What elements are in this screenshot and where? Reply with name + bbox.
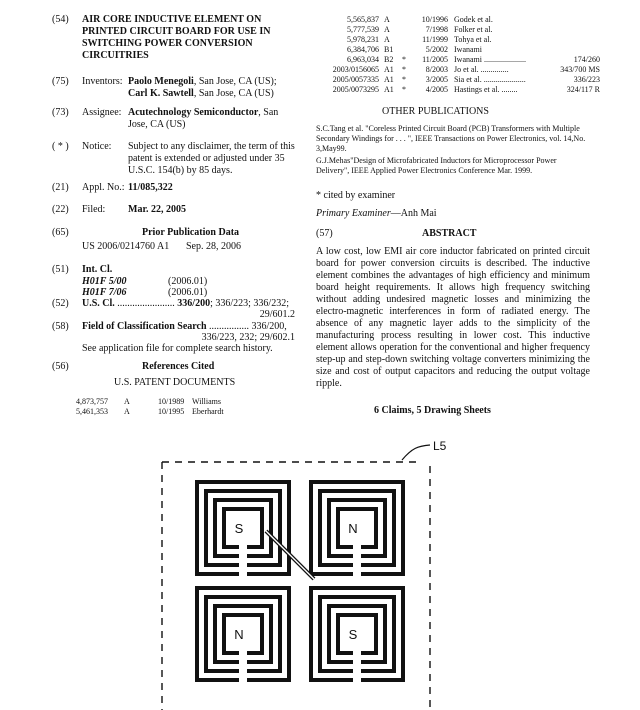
primary-examiner-name: —Anh Mai (390, 208, 437, 219)
table-row (323, 25, 600, 35)
abstract-heading: ABSTRACT (422, 228, 477, 239)
field-code-58: (58) (52, 321, 69, 332)
ref-date: 10/1989 (158, 397, 185, 406)
table-row (323, 45, 600, 55)
ref-name: Iwanami (454, 45, 482, 54)
ref-star (402, 15, 412, 25)
ref-star (402, 25, 412, 35)
cited-by-examiner: * cited by examiner (316, 190, 396, 201)
field-code-65: (65) (52, 227, 69, 238)
primary-examiner (316, 208, 437, 220)
ref-date: 7/1998 (425, 25, 448, 34)
ref-kind: A (384, 25, 390, 34)
field-code-73: (73) (52, 107, 69, 118)
field-search-label: Field of Classification Search (82, 321, 207, 332)
coil-quadrant (197, 482, 289, 577)
inventor-1-name: Paolo Menegoli (128, 76, 194, 87)
primary-examiner-label: Primary Examiner (316, 208, 391, 219)
patent-title: AIR CORE INDUCTIVE ELEMENT ON PRINTED CIRCUIT BOARD FOR USE IN SWITCHING POWER CONVERSION CIRCUITRIES (82, 14, 271, 61)
int-cl-version-1: (2006.01) (168, 276, 208, 287)
coil-gap (239, 544, 247, 577)
inventor-1-location: , San Jose, CA (US); (193, 76, 277, 87)
magnetic-pole-label: S (348, 627, 358, 642)
field-search-l1: 336/200, (251, 321, 287, 332)
ref-class (558, 25, 600, 35)
table-row (76, 397, 224, 407)
appl-number: 11/085,322 (128, 182, 173, 193)
ref-name: Sia et al. ..................... (454, 75, 526, 84)
coil-quadrant (311, 482, 403, 577)
ref-class: 336/223 (573, 75, 600, 84)
int-cl-class-2: H01F 7/06 (82, 287, 127, 298)
us-cl-line2: 29/601.2 (259, 309, 295, 320)
field-code-57: (57) (316, 228, 333, 239)
ref-number: 2005/0057335 (332, 75, 379, 84)
us-cl-rest: ; 336/223; 336/232; (210, 298, 289, 309)
magnetic-pole-label: N (234, 627, 244, 642)
ref-name: Jo et al. .............. (454, 65, 509, 74)
coil-quadrant (311, 588, 403, 683)
coil-gap (353, 650, 361, 683)
ref-kind: A1 (384, 75, 394, 84)
int-cl-label: Int. Cl. (82, 264, 113, 275)
table-row (323, 85, 600, 95)
int-cl-class-1: H01F 5/00 (82, 276, 127, 287)
label-leader-line (402, 445, 430, 460)
us-cl-main: 336/200 (177, 298, 211, 309)
ref-star (402, 45, 412, 55)
other-publications-heading: OTHER PUBLICATIONS (382, 106, 489, 117)
ref-date: 11/2005 (422, 55, 448, 64)
inventors-value (128, 76, 303, 100)
int-cl-version-2: (2006.01) (168, 287, 208, 298)
inventor-2-location: , San Jose, CA (US) (193, 88, 274, 99)
field-code-52: (52) (52, 298, 69, 309)
coil-quadrant (197, 588, 289, 683)
prior-pub-heading: Prior Publication Data (142, 227, 240, 238)
inductor-figure (150, 430, 470, 710)
magnetic-pole-label: S (234, 521, 244, 536)
ref-kind: A1 (384, 85, 394, 94)
ref-date: 4/2005 (425, 85, 448, 94)
field-search-line3: See application file for complete search history. (82, 343, 273, 354)
appl-label: Appl. No.: (82, 182, 125, 193)
ref-date: 3/2005 (425, 75, 448, 84)
ref-number: 5,565,837 (347, 15, 379, 24)
ref-kind: B2 (384, 55, 394, 64)
ref-date: 8/2003 (425, 65, 448, 74)
table-row (323, 75, 600, 85)
ref-date: 5/2002 (425, 45, 448, 54)
coil-gap (353, 544, 361, 577)
left-references-table (76, 397, 224, 417)
ref-star: * (402, 85, 406, 94)
ref-class (558, 15, 600, 25)
field-code-notice: ( * ) (52, 141, 69, 152)
table-row (76, 407, 224, 417)
ref-name: Williams (192, 397, 222, 406)
notice-text: Subject to any disclaimer, the term of this patent is extended or adjusted under 35 U.S.C. 154(b) by 85 days. (128, 141, 295, 176)
references-heading: References Cited (142, 361, 215, 372)
ref-name: Folker et al. (454, 25, 493, 34)
field-code-22: (22) (52, 204, 69, 215)
notice-label: Notice: (82, 141, 112, 152)
ref-name: Hastings et al. ........ (454, 85, 518, 94)
field-code-56: (56) (52, 361, 69, 372)
field-search-dots: ................ (209, 321, 250, 332)
table-row (323, 15, 600, 25)
prior-pub-date: Sep. 28, 2006 (186, 241, 241, 252)
ref-kind: B1 (384, 45, 394, 54)
ref-star: * (402, 55, 406, 64)
table-row (323, 55, 600, 65)
ref-number: 5,777,539 (347, 25, 379, 34)
ref-date: 10/1995 (158, 407, 185, 416)
ref-class: 324/117 R (566, 85, 600, 94)
assignee-value (128, 107, 300, 131)
us-cl-dots: ....................... (117, 298, 175, 309)
ref-class: 174/260 (573, 55, 600, 64)
ref-number: 6,963,034 (347, 55, 379, 64)
table-row (323, 35, 600, 45)
ref-class (558, 35, 600, 45)
field-code-51: (51) (52, 264, 69, 275)
assignee-location: , San Jose, CA (US) (128, 107, 279, 130)
ref-number: 2003/0156065 (332, 65, 379, 74)
ref-kind: A1 (384, 65, 394, 74)
ref-kind: A (124, 397, 130, 406)
table-row (323, 65, 600, 75)
coil-array (197, 482, 403, 683)
claims-summary: 6 Claims, 5 Drawing Sheets (374, 405, 491, 416)
ref-name: Godek et al. (454, 15, 493, 24)
ref-number: 5,978,231 (347, 35, 379, 44)
ref-star: * (402, 75, 406, 84)
ref-name: Tohya et al. (454, 35, 492, 44)
other-publication-1: S.C.Tang et al. "Coreless Printed Circuit Board (PCB) Transformers with Multiple Secondary Windings for . . . ", IEEE Transactions on Power Electronics, vol. 14,No. 3,May99. (316, 124, 586, 153)
field-code-75: (75) (52, 76, 69, 87)
ref-kind: A (384, 35, 390, 44)
ref-kind: A (124, 407, 130, 416)
inventor-2-name: Carl K. Sawtell (128, 88, 194, 99)
ref-number: 6,384,706 (347, 45, 379, 54)
field-code-21: (21) (52, 182, 69, 193)
right-references-table (323, 15, 600, 95)
field-code-54: (54) (52, 14, 69, 25)
ref-star (402, 35, 412, 45)
ref-number: 4,873,757 (76, 397, 108, 406)
filed-date: Mar. 22, 2005 (128, 204, 186, 215)
assignee-name: Acutechnology Semiconductor (128, 107, 259, 118)
figure-label-l5: L5 (433, 439, 447, 453)
us-cl-label: U.S. Cl. (82, 298, 115, 309)
ref-star: * (402, 65, 406, 74)
other-publication-2: G.J.Mehas"Design of Microfabricated Inductors for Microprocessor Power Delivery", IEEE Applied Power Electronics Conference Mar. 1999. (316, 156, 557, 175)
ref-date: 11/1999 (422, 35, 448, 44)
ref-name: Iwanami ..................... (454, 55, 526, 64)
inventors-label: Inventors: (82, 76, 123, 87)
field-search-line2: 336/223, 232; 29/602.1 (201, 332, 295, 343)
filed-label: Filed: (82, 204, 106, 215)
ref-date: 10/1996 (421, 15, 448, 24)
prior-pub-number: US 2006/0214760 A1 (82, 241, 170, 252)
magnetic-pole-label: N (348, 521, 358, 536)
ref-number: 5,461,353 (76, 407, 108, 416)
ref-class (558, 45, 600, 55)
assignee-label: Assignee: (82, 107, 122, 118)
ref-name: Eberhardt (192, 407, 224, 416)
ref-number: 2005/0073295 (332, 85, 379, 94)
ref-kind: A (384, 15, 390, 24)
coil-gap (239, 650, 247, 683)
abstract-text: A low cost, low EMI air core inductor fabricated on printed circuit board for power conversion circuits is described. The inductive element combines the advantages of high efficiency and minimum board height requirements. It allows high frequency switching without adding undesired magnetic losses and minimizing the electro-magnetic interferences in form of radiated energy. The absence of any magnetic layer adds to the simplicity of the manufacturing process resulting in lower cost. This inductive element allows operation for the conventional and higher frequency step-up and step-down switching voltage converters minimizing the size and cost of output capacitors and reducing the output voltage ripple. (316, 246, 590, 389)
ref-class: 343/700 MS (560, 65, 600, 74)
us-patent-docs-heading: U.S. PATENT DOCUMENTS (114, 377, 236, 388)
